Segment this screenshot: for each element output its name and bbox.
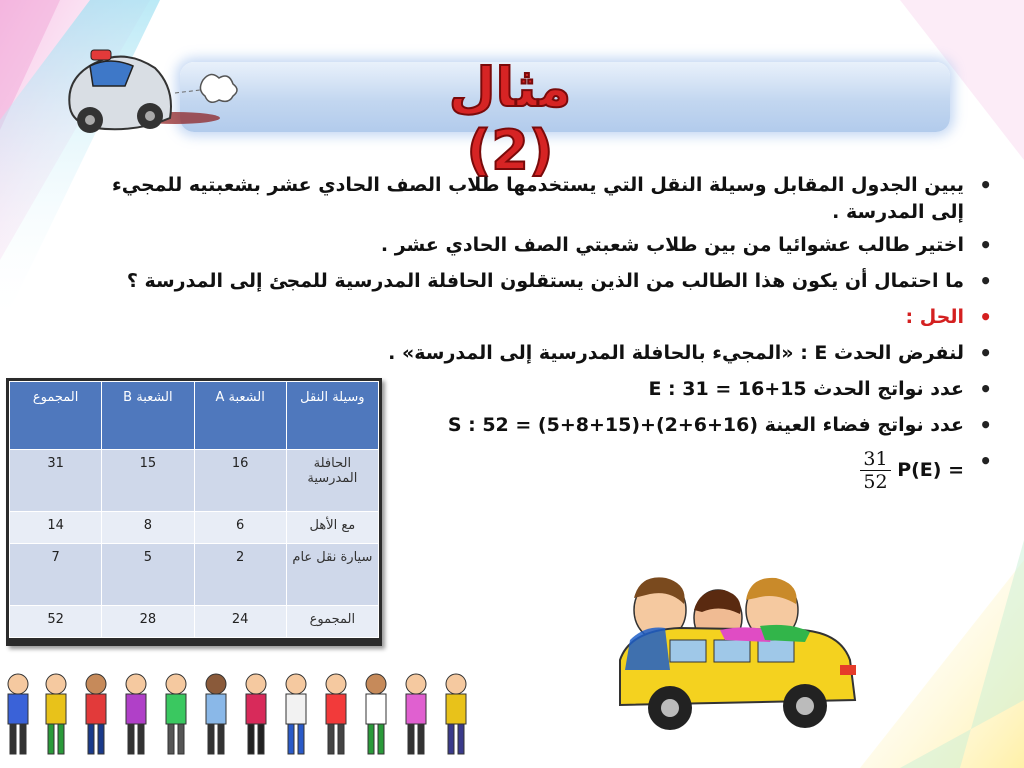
children-chain-icon [0,668,485,768]
bullet-sample-space: • عدد نواتج فضاء العينة S : 52 = (5+8+15)+(2+6+16) [112,412,992,439]
page-title: مثال (2) [448,56,572,182]
bullet-event-outcomes: • عدد نواتج الحدث E : 31 = 16+15 [112,376,992,403]
probability-fraction [860,448,890,493]
cell-value: 14 [10,512,102,544]
bullet-question: • ما احتمال أن يكون هذا الطالب من الذين يستقلون الحافلة المدرسية للمجئ إلى المدرسة ؟ [112,268,992,295]
bullet-solution-label: • الحل : [112,304,992,331]
school-bus-kids-icon [600,570,870,740]
cell-value: 6 [194,512,286,544]
transport-table [9,381,379,638]
bullet-event-definition: • لنفرض الحدث E : «المجيء بالحافلة المدرسية إلى المدرسة» . [112,340,992,367]
police-car-icon [55,38,255,148]
cell-value: 28 [102,606,194,638]
fraction-denominator: 52 [863,471,888,493]
header-transport: وسيلة النقل [286,382,378,450]
header-total: المجموع [10,382,102,450]
cell-value: 15 [102,450,194,512]
cell-value: 5 [102,544,194,606]
cell-transport: مع الأهل [286,512,378,544]
table-row [10,544,379,606]
table-row [10,512,379,544]
cell-value: 8 [102,512,194,544]
table-row [10,450,379,512]
cell-value: 7 [10,544,102,606]
fraction-numerator: 31 [860,448,890,471]
header-section-b: الشعبة B [102,382,194,450]
table-row [10,606,379,638]
cell-transport: سيارة نقل عام [286,544,378,606]
probability-label: P(E) = [897,459,964,481]
header-section-a: الشعبة A [194,382,286,450]
cell-value: 2 [194,544,286,606]
bullet-intro: • يبين الجدول المقابل وسيلة النقل التي يستخدمها طلاب الصف الحادي عشر بشعبتيه للمجيء إلى المدرسة . [112,172,992,226]
cell-transport: المجموع [286,606,378,638]
cell-value: 24 [194,606,286,638]
transport-table-frame [6,378,382,646]
cell-transport: الحافلة المدرسية [286,450,378,512]
child-figure [8,674,466,754]
cell-value: 31 [10,450,102,512]
bullet-random-student: • اختير طالب عشوائيا من بين طلاب شعبتي الصف الحادي عشر . [112,232,992,259]
table-header-row [10,382,379,450]
cell-value: 16 [194,450,286,512]
cell-value: 52 [10,606,102,638]
